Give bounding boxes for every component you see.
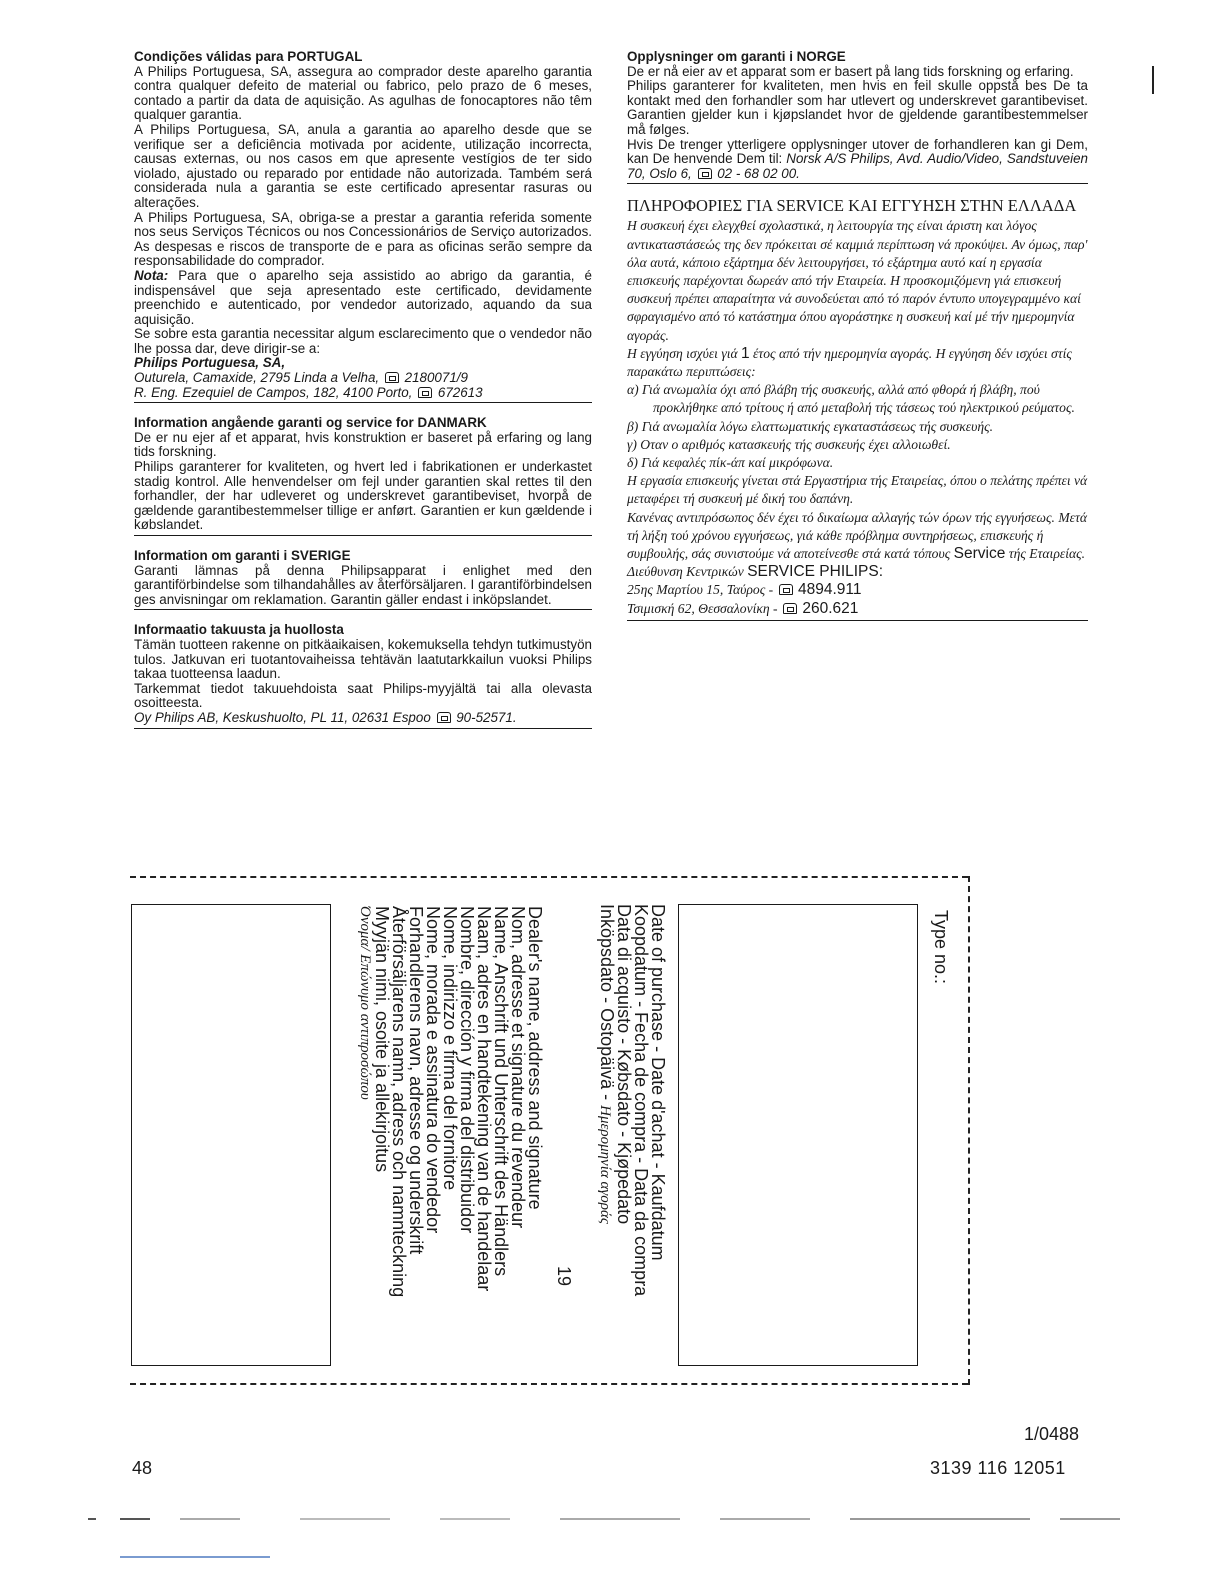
greece-paragraph-3: Η εργασία επισκευής γίνεται στά Εργαστήρια τής Εταιρείας, όπου ο πελάτης πρέπει νά μεταφέρει τή συσκευή μέ δική του δαπάνη. [627, 473, 1088, 507]
portugal-paragraph-3: A Philips Portuguesa, SA, obriga-se a prestar a garantia referida somente nos seus Serviços Técnicos ou nos Concessionários de Serviço autorizados. As despesas e riscos de transporte de e para as oficinas serão sempre da responsabilidade do comprador. [134, 209, 592, 269]
section-suomi [134, 623, 592, 728]
cut-line-bottom [130, 1383, 968, 1385]
suomi-address [134, 711, 592, 726]
coupon-page-number [555, 1266, 572, 1286]
dealer-greek: Όνομα/ Επώνυμο αντιπροσώπου [357, 906, 373, 1100]
section-danmark [134, 416, 592, 536]
left-column [134, 50, 592, 742]
greece-line-1 [627, 581, 1088, 599]
section-portugal [134, 50, 592, 403]
greece-paragraph-2 [627, 345, 1088, 381]
telephone-icon [385, 372, 399, 383]
greece-item-c: γ) Οταν ο αριθμός κατασκευής τής συσκευής έχει αλλοιωθεί. [627, 436, 951, 452]
purchase-line-3: Data di acquisto - Købsdato - Kjøpedato [614, 904, 634, 1225]
sverige-paragraph-1: Garanti lämnas på denna Philipsapparat i enlighet med den garantiförbindelse som tilhandahålles av återförsäljaren. I garantiförbindelsen ges anvisningar om reklamation. Garantin gäller endast i inköpslandet. [134, 562, 592, 607]
noise-mark [120, 1556, 270, 1558]
greece-line-2 [627, 600, 1088, 618]
cut-line-right [968, 876, 970, 1385]
dealer-line-10: Myyjän nimi, osoite ja allekirjoitus [372, 906, 392, 1173]
noise-mark [120, 1518, 150, 1520]
noise-mark [560, 1518, 680, 1520]
telephone-icon [783, 603, 797, 614]
purchase-line-4 [596, 904, 615, 1296]
type-number-label [932, 910, 949, 984]
sverige-heading: Information om garanti i SVERIGE [134, 548, 351, 563]
portugal-phone-1: 2180071/9 [404, 370, 468, 386]
type-number-box[interactable] [678, 904, 918, 1366]
dealer-stamp-box[interactable] [131, 904, 331, 1366]
noise-mark [1060, 1518, 1120, 1520]
norge-heading: Opplysninger om garanti i NORGE [627, 49, 846, 64]
dealer-line-3: Name, Anschrift und Unterschrift des Händlers [491, 906, 511, 1277]
noise-mark [850, 1518, 1030, 1520]
greece-phone-1: 4894.911 [797, 581, 862, 599]
norge-paragraph-3 [627, 138, 1088, 182]
greece-paragraph-2a: Η εγγύηση ισχύει γιά [627, 345, 742, 361]
document-date: 1/0488 [1024, 1424, 1080, 1444]
purchase-line-4-text: Inköpsdato - Ostopäivä - [597, 904, 617, 1106]
purchase-greek: Ημερομηνία αγοράς [597, 1105, 613, 1224]
greece-paragraph-4 [627, 509, 1088, 564]
page-number: 48 [132, 1458, 153, 1478]
portugal-note-text: Para que o aparelho seja assistido ao abrigo da garantia, é indispensável que seja apresentado este certificado, devidamente preenchido e autenticado, por vendedor autorizado, aquando da sua aquisição. [134, 267, 592, 327]
telephone-icon [698, 168, 712, 179]
portugal-paragraph-1: A Philips Portuguesa, SA, assegura ao comprador deste aparelho garantia contra qualquer defeito de material ou fabrico, pelo prazo de 6 meses, contado a partir da data de aquisição. As agulhas de fonocaptores não têm qualquer garantia. [134, 63, 592, 123]
suomi-heading: Informaatio takuusta ja huollosta [134, 622, 344, 638]
section-sverige [134, 549, 592, 610]
dealer-line-8: Forhandlerens navn, adresse og underskrift [406, 906, 426, 1255]
greece-service: Service [953, 545, 1006, 562]
suomi-paragraph-2: Tarkemmat tiedot takuuehdoista saat Philips-myyjältä tai alla olevasta osoitteesta. [134, 680, 592, 711]
greece-phone-2: 260.621 [802, 599, 859, 617]
greece-paragraph-4a: Κανένας αντιπρόσωπος δέν έχει τό δικαίωμα αλλαγής τών όρων τής εγγυήσεως. Μετά τή λήξη τού χρόνου εγγυήσεως, γιά κάθε πρόβλημα συντηρήσεως, επισκευής ή συμβουλής, σάς συνιστούμε νά αποτείνεσθε στά κατά τόπους [627, 509, 1087, 561]
greece-paragraph-1: Η συσκευή έχει ελεγχθεί σχολαστικά, η λειτουργία της είναι άριστη και λόγος αντικαταστάσεώς της δεν πρόκειται σέ καμμιά περίπτωση νά προκύψει. Αν όμως, παρ' όλα αυτά, κάποιο εξάρτημα δέν λειτουργήσει, τό εξάρτημα αυτό καί η εργασία επισκευής παρέχονται δωρεάν από τήν Εταιρεία. Η προσκομιζόμενη γιά επισκευή συσκευή πρέπει απαραίτητα νά συνοδεύεται από τό παρόν έντυπο υπογεγραμμένο καί σφραγισμένο από τό κατάστημα όπου αγοράστηκε η συσκευή καί μέ τήν ημερομηνία αγοράς. [627, 218, 1088, 343]
section-norge [627, 50, 1088, 184]
suomi-address-text: Oy Philips AB, Keskushuolto, PL 11, 02631 Espoo [134, 709, 431, 725]
portugal-address-2 [134, 386, 592, 401]
portugal-address-2-text: R. Eng. Ezequiel de Campos, 182, 4100 Porto, [134, 384, 413, 400]
dealer-line-7: Nome, morada e assinatura do vendedor [423, 906, 443, 1234]
portugal-paragraph-4: Se sobre esta garantia necessitar algum esclarecimento que o vendedor não lhe possa dar, deve dirigir-se a: [134, 326, 592, 356]
noise-mark [440, 1518, 510, 1520]
greece-heading: ΠΛΗΡΟΦΟΡΙΕΣ ΓΙΑ SERVICE ΚΑΙ ΕΓΓΥΗΣΗ ΣΤΗΝ ΕΛΛΑΔΑ [627, 196, 1077, 216]
coupon-page-number-text: 19 [554, 1266, 574, 1287]
portugal-phone-2: 672613 [437, 384, 483, 400]
norge-address: Norsk A/S Philips, Avd. Audio/Video, Sandstuveien 70, Oslo 6, [627, 151, 1088, 181]
portugal-company: Philips Portuguesa, SA, [134, 355, 286, 371]
type-number-text: Type no.: [931, 910, 951, 985]
purchase-line-1: Date of purchase - Date d'achat - Kaufdatum [648, 904, 668, 1261]
greece-item-a: α) Γιά ανωμαλία όχι από βλάβη τής συσκευής, αλλά από φθορά ή βλάβη, πού προκλήθηκε από τρίτους ή από μεταβολή τής τάσεως τού ηλεκτρικού ρεύματος. [627, 382, 1075, 416]
greece-contact-a: Διεύθυνση Κεντρικών [627, 564, 748, 580]
suomi-paragraph-1: Tämän tuotteen rakenne on pitkäaikaisen, kokemuksella tehdyn tutkimustyön tulos. Jatkuvan eri tuotantovaiheissa tehtävän laatutarkkailun vuoksi Philips takaa tuotteensa laadun. [134, 636, 592, 682]
greece-paragraph-4b: τής Εταιρείας. [1005, 546, 1086, 561]
norge-phone: 02 - 68 02 00. [717, 165, 800, 181]
danmark-paragraph-2: Philips garanterer for kvaliteten, og hvert led i fabrikationen er underkastet stadig kontrol. Alle henvendelser om fejl under garantien skal rettes til den forhandler, der har udleveret og underskrevet garantibeviset, hvorpå de gældende garantibestemmelser tillige er anført. Garantien er kun gældende i købslandet. [134, 459, 592, 533]
dealer-line-4: Naam, adres en handtekening van de handelaar [474, 906, 494, 1292]
noise-mark [88, 1518, 96, 1520]
noise-mark [720, 1518, 810, 1520]
greece-paragraph-2b: έτος από τήν ημερομηνία αγοράς. Η εγγύηση δέν ισχύει στίς παρακάτω περιπτώσεις: [627, 345, 1072, 379]
greece-one: 1 [741, 344, 750, 362]
greece-item-d: δ) Γιά κεφαλές πίκ-άπ καί μικρόφωνα. [627, 454, 834, 470]
noise-mark [300, 1518, 390, 1520]
right-column [627, 50, 1088, 634]
norge-paragraph-2: Philips garanterer for kvaliteten, men hvis en feil skulle oppstå bes De ta kontakt med den forhandler som har utlevert og underskrevet garantibeviset. Garantien gjelder kun i kjøpslandet hvor de gjeldende garantibestemmelser må følges. [627, 78, 1088, 137]
telephone-icon [437, 712, 451, 723]
portugal-note [134, 269, 592, 327]
norge-paragraph-3-text: Hvis De trenger ytterligere opplysninger utover de forhandleren kan gi Dem, kan De henvende Dem til: [627, 136, 1088, 167]
greece-contact-b: SERVICE PHILIPS: [747, 563, 884, 581]
dealer-line-9: Återförsäljarens namn, adress och namnteckning [389, 906, 409, 1298]
margin-bar [1152, 66, 1154, 94]
noise-mark [180, 1518, 240, 1520]
greece-item-b: β) Γιά ανωμαλία λόγω ελαττωματικής εγκαταστάσεως τής συσκευής. [627, 418, 994, 434]
portugal-paragraph-2: A Philips Portuguesa, SA, anula a garantia ao aparelho desde que se verifique ser a deficiência motivada por acidente, utilização incorrecta, causas externas, ou nos casos em que apresente vestígios de ter sido violado, ajustado ou reparado por entidade não autorizada. Também será considerada nula a garantia se este certificado apresentar rasuras ou alterações. [134, 121, 592, 210]
portugal-address-1 [134, 371, 592, 386]
telephone-icon [779, 584, 793, 595]
document-code: 3139 116 12051 [930, 1458, 1066, 1478]
purchase-date-label [596, 904, 666, 1296]
danmark-paragraph-1: De er nu ejer af et apparat, hvis konstruktion er baseret på erfaring og lang tids forskning. [134, 429, 592, 460]
greece-contact [627, 563, 1088, 581]
norge-paragraph-1: De er nå eier av et apparat som er basert på lang tids forskning og erfaring. [627, 63, 1074, 79]
portugal-heading: Condições válidas para PORTUGAL [134, 49, 363, 64]
telephone-icon [418, 387, 432, 398]
dealer-label [356, 906, 543, 1297]
danmark-heading: Information angående garanti og service for DANMARK [134, 415, 487, 431]
dealer-line-5: Nombre, dirección y firma del distribuidor [457, 906, 477, 1234]
dealer-line-1: Dealer's name, address and signature [525, 906, 545, 1210]
dealer-line-6: Nome, indirizzo e firma del fornitore [440, 906, 460, 1191]
greece-line-1a: 25ης Μαρτίου 15, Ταύρος - [627, 582, 777, 598]
portugal-note-label: Nota: [134, 267, 169, 283]
section-greece [627, 197, 1088, 620]
cut-line-top [130, 876, 968, 878]
purchase-line-2: Koopdatum - Fecha de compra - Data da compra [631, 904, 651, 1297]
greece-line-2a: Τσιμισκή 62, Θεσσαλονίκη - [627, 600, 781, 616]
dealer-line-2: Nom, adresse et signature du revendeur [508, 906, 528, 1229]
portugal-address-1-text: Outurela, Camaxide, 2795 Linda a Velha, [134, 370, 380, 386]
suomi-phone: 90-52571. [456, 709, 517, 725]
